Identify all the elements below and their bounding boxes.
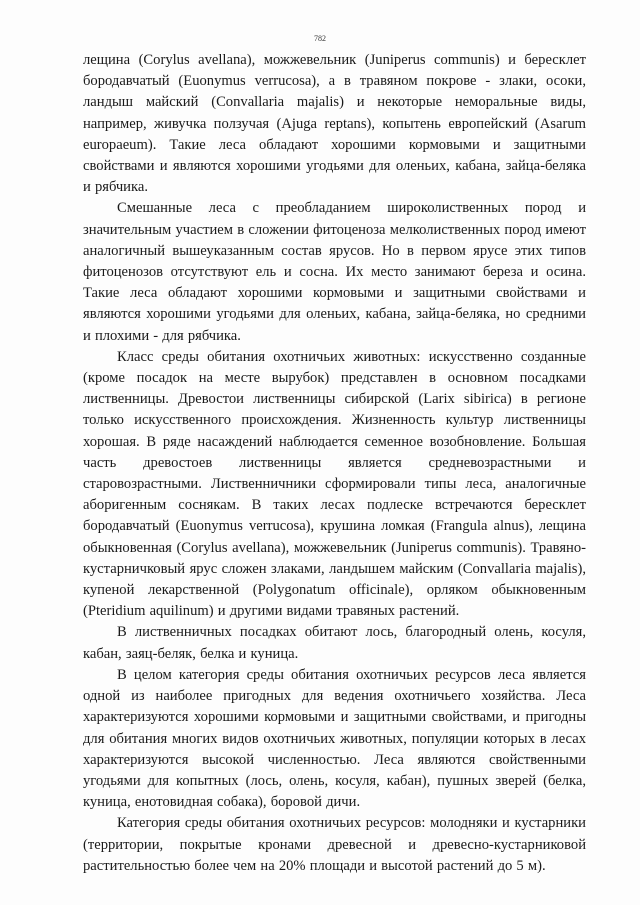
- body-text: [83, 50, 586, 877]
- paragraph-5: В целом категория среды обитания охотничьих ресурсов леса является одной из наиболее пригодных для ведения охотничьего хозяйства. Леса характеризуются хорошими кормовыми и защитными свойствами, и пригодны для обитания многих видов охотничьих животных, популяции которых в лесах характеризуются высокой численностью. Леса являются свойственными угодьями для копытных (лось, олень, косуля, кабан), пушных зверей (белка, куница, енотовидная собака), боровой дичи.: [83, 666, 586, 811]
- paragraph-2: Смешанные леса с преобладанием широколиственных пород и значительным участием в сложении фитоценоза мелколиственных пород имеют аналогичный вышеуказанным состав ярусов. Но в первом ярусе этих типов фитоценозов отсутствуют ель и сосна. Их место занимают береза и осина. Такие леса обладают хорошими кормовыми и защитными свойствами и являются хорошими угодьями для оленьих, кабана, зайца-беляка, но средними и плохими - для рябчика.: [83, 200, 586, 344]
- page-number: 782: [314, 34, 326, 43]
- paragraph-6: Категория среды обитания охотничьих ресурсов: молодняки и кустарники (территории, покрытые кронами древесной и древесно-кустарниковой растительностью более чем на 20% площади и высотой растений до 5 м).: [83, 815, 586, 874]
- paragraph-1: лещина (Corylus avellana), можжевельник (Juniperus communis) и бересклет бородавчатый (Euonymus verrucosa), а в травяном покрове - злаки, осоки, ландыш майский (Convallaria majalis) и некоторые неморальные виды, например, живучка ползучая (Ajuga reptans), копытень европейский (Asarum europaeum). Такие леса обладают хорошими кормовыми и защитными свойствами и являются хорошими угодьями для оленьих, кабана, зайца-беляка и рябчика.: [83, 52, 586, 196]
- paragraph-3: Класс среды обитания охотничьих животных: искусственно созданные (кроме посадок на месте вырубок) представлен в основном посадками лиственницы. Древостои лиственницы сибирской (Larix sibirica) в регионе только искусственного происхождения. Жизненность культур лиственницы хорошая. В ряде насаждений наблюдается семенное возобновление. Большая часть древостоев лиственницы является средневозрастными и старовозрастными. Лиственничники сформировали типы леса, аналогичные аборигенным соснякам. В таких лесах подлеске встречаются бересклет бородавчатый (Euonymus verrucosa), крушина ломкая (Frangula alnus), лещина обыкновенная (Corylus avellana), можжевельник (Juniperus communis). Травяно-кустарничковый ярус сложен злаками, ландышем майским (Convallaria majalis), купеной лекарственной (Polygonatum officinale), орляком обыкновенным (Pteridium aquilinum) и другими видами травяных растений.: [83, 348, 586, 620]
- paragraph-4: В лиственничных посадках обитают лось, благородный олень, косуля, кабан, заяц-беляк, белка и куница.: [83, 624, 586, 662]
